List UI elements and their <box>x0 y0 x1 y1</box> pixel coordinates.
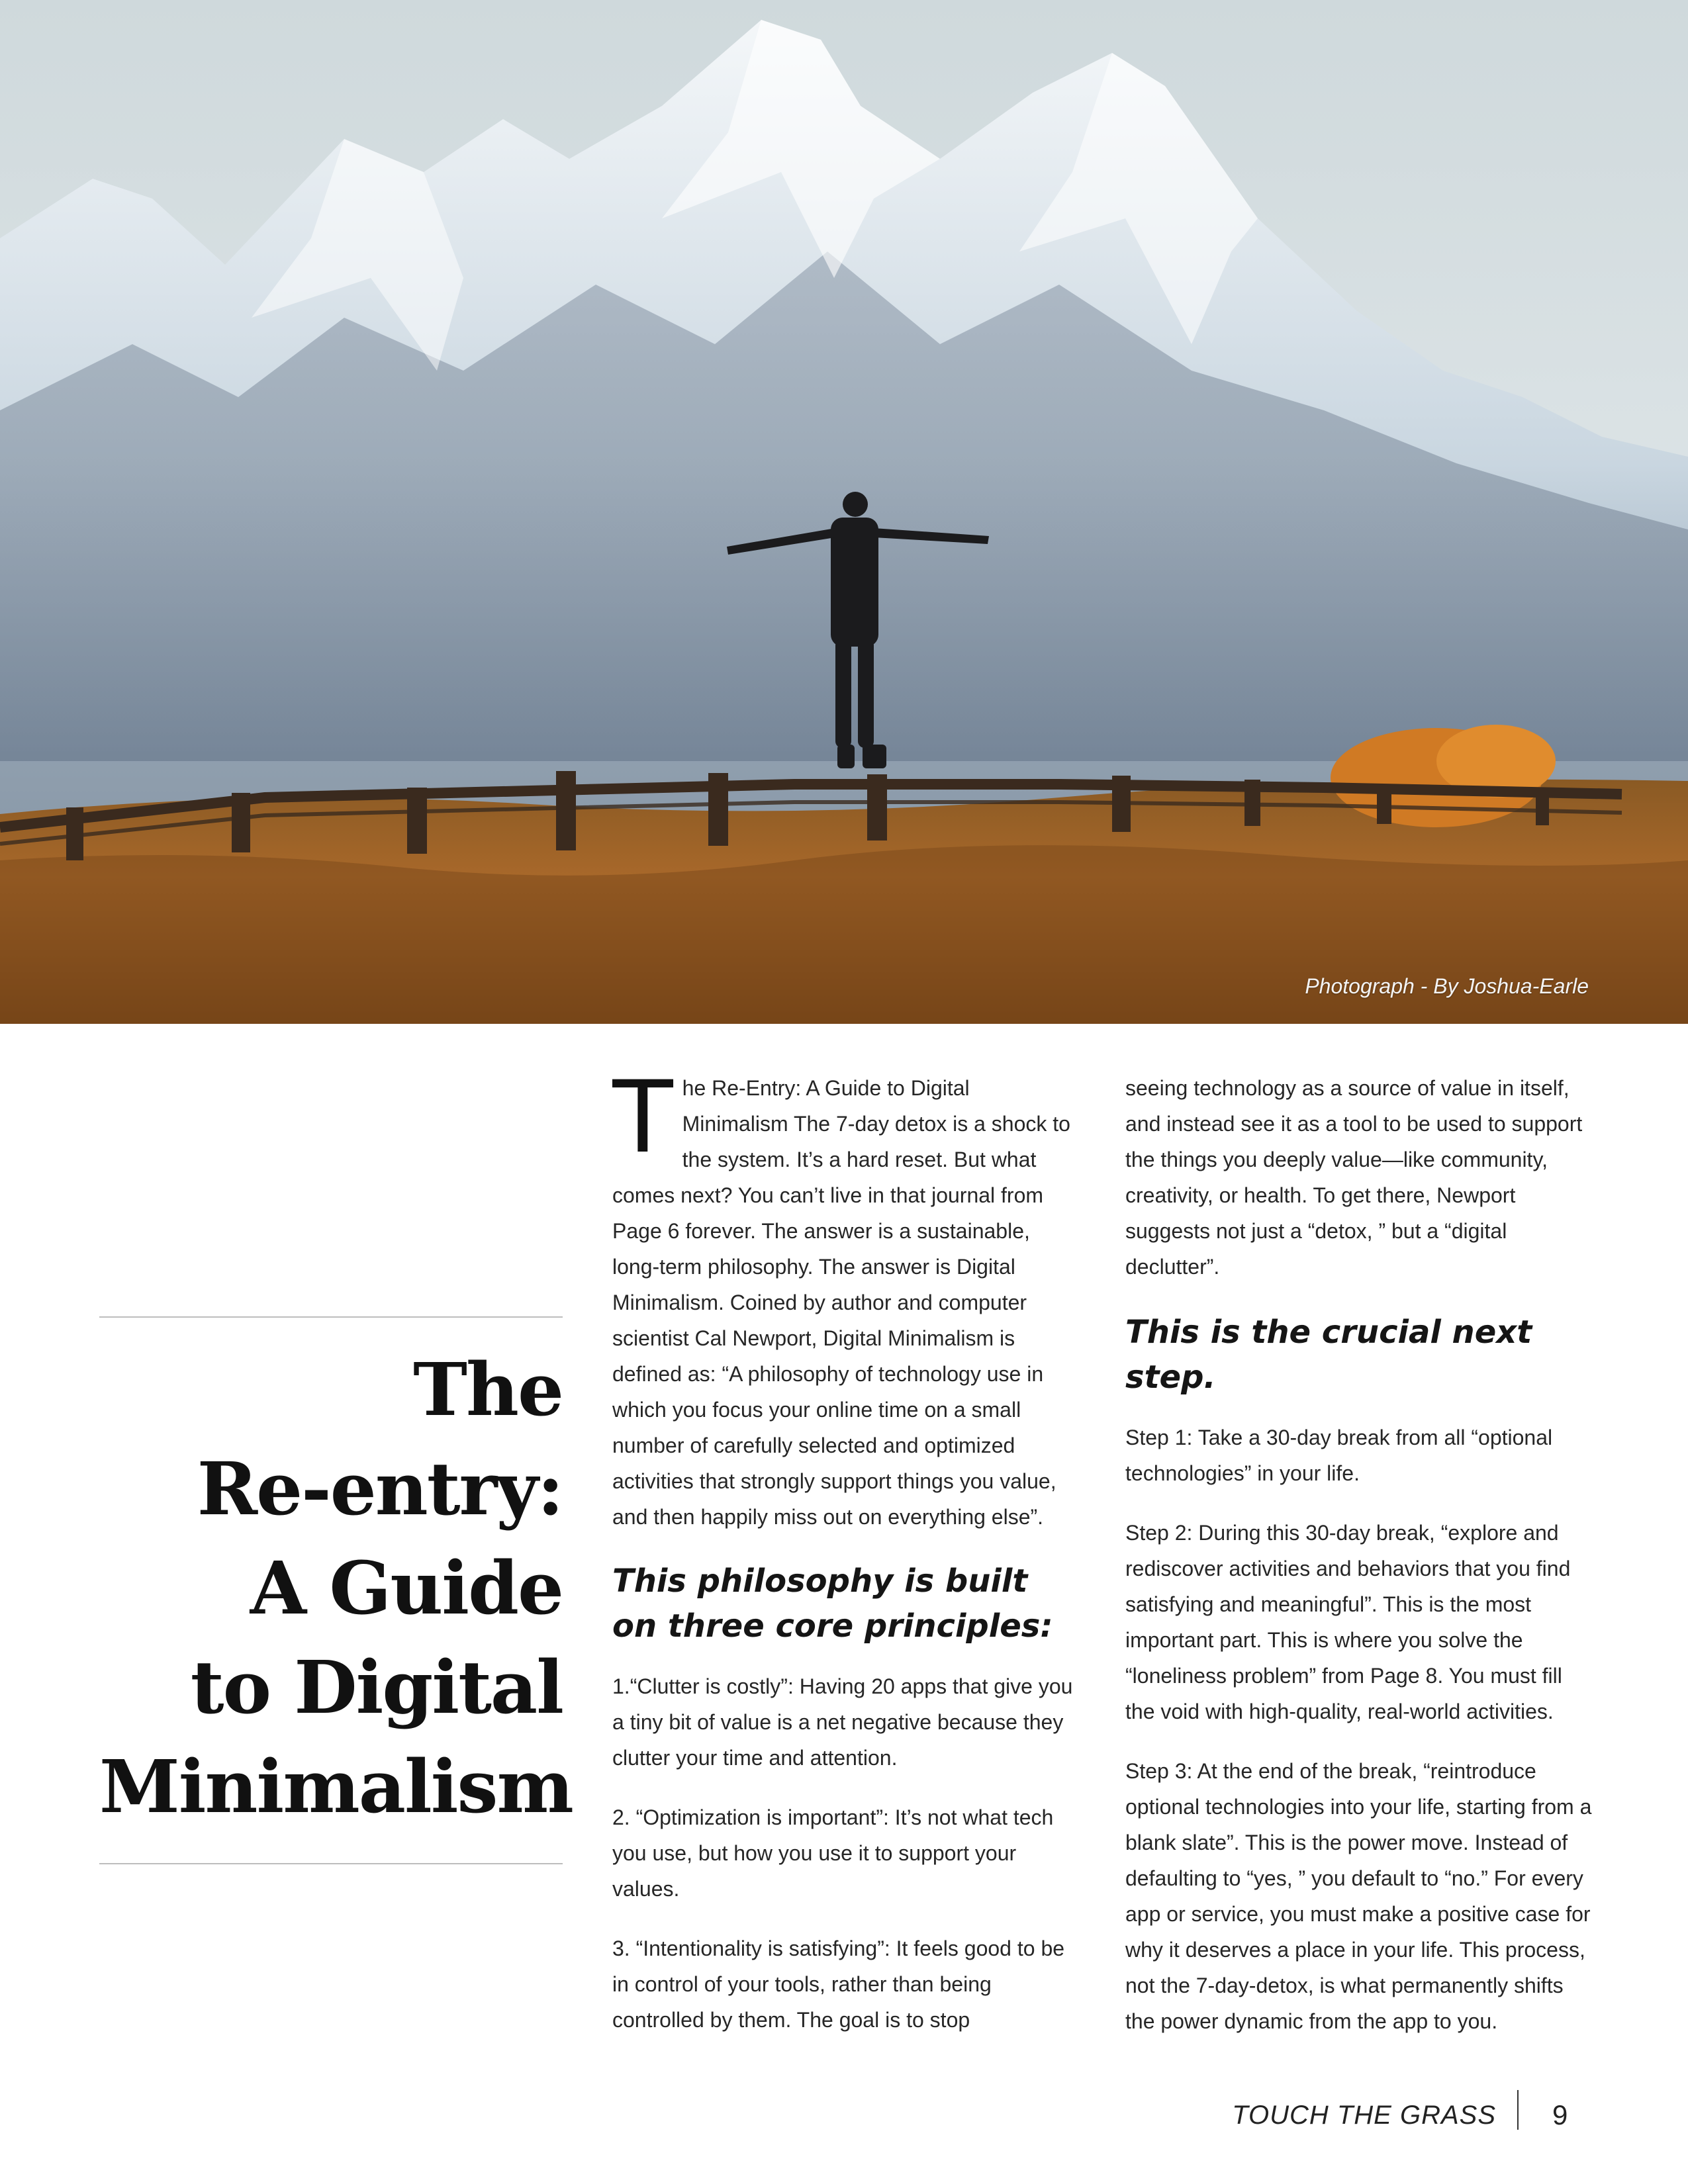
headline-bottom-rule <box>99 1863 563 1864</box>
publication-name: TOUCH THE GRASS <box>1232 2101 1496 2130</box>
intro-paragraph <box>612 1070 1079 1535</box>
headline-line: Minimalism <box>99 1744 573 1829</box>
intro-text: he Re-Entry: A Guide to Digital Minimalism The 7-day detox is a shock to the system. It’s a hard reset. But what comes next? You can’t live in that journal from Page 6 forever. The answer is a sustainable, long-term philosophy. The answer is Digital Minimalism. Coined by author and computer scientist Cal Newport, Digital Minimalism is defined as: “A philosophy of technology use in which you focus your online time on a small number of carefully selected and optimized activities that strongly support things you value, and then happily miss out on everything else”. <box>612 1076 1070 1529</box>
headline-line: to Digital <box>190 1645 563 1730</box>
mountain-landscape-image <box>0 0 1688 1024</box>
step-paragraph: Step 3: At the end of the break, “reintroduce optional technologies into your life, starting from a blank slate”. This is the power move. Instead of defaulting to “yes, ” you default to “no.” For every app or service, you must make a positive case for why it deserves a place in your life. This process, not the 7-day-detox, is what permanently shifts the power dynamic from the app to you. <box>1125 1759 1592 2033</box>
step-paragraph: Step 2: During this 30-day break, “explore and rediscover activities and behaviors that you find satisfying and meaningful”. This is the most important part. This is where you solve the “loneliness problem” from Page 8. You must fill the void with high-quality, real-world activities. <box>1125 1521 1571 1723</box>
article-column-2 <box>1125 1070 1595 2039</box>
subheading-next-step: This is the crucial next step. <box>1125 1314 1532 1396</box>
headline-line: Re-entry: <box>197 1446 563 1531</box>
principle-paragraph: 3. “Intentionality is satisfying”: It feels good to be in control of your tools, rather than being controlled by them. The goal is to stop <box>612 1936 1065 2032</box>
drop-cap: T <box>612 1070 673 1175</box>
principle-3-continuation: seeing technology as a source of value in itself, and instead see it as a tool to be used to support the things you deeply value—like community, creativity, or health. To get there, Newport suggests not just a “detox, ” but a “digital declutter”. <box>1125 1076 1583 1279</box>
headline-top-rule <box>99 1316 563 1318</box>
footer-divider <box>1517 2090 1519 2130</box>
article-headline <box>99 1340 573 1837</box>
headline-line: A Guide <box>250 1545 563 1631</box>
article-column-1 <box>612 1070 1079 2093</box>
principle-paragraph: 1.“Clutter is costly”: Having 20 apps that give you a tiny bit of value is a net negative because they clutter your time and attention. <box>612 1674 1073 1770</box>
hero-photo <box>0 0 1688 1024</box>
principle-paragraph: 2. “Optimization is important”: It’s not what tech you use, but how you use it to support your values. <box>612 1805 1054 1901</box>
headline-line: The <box>413 1347 563 1432</box>
page-number: 9 <box>1552 2099 1568 2130</box>
photo-credit: Photograph - By Joshua-Earle <box>1305 974 1589 998</box>
step-paragraph: Step 1: Take a 30-day break from all “optional technologies” in your life. <box>1125 1426 1553 1485</box>
subheading-principles: This philosophy is built on three core principles: <box>612 1563 1053 1645</box>
